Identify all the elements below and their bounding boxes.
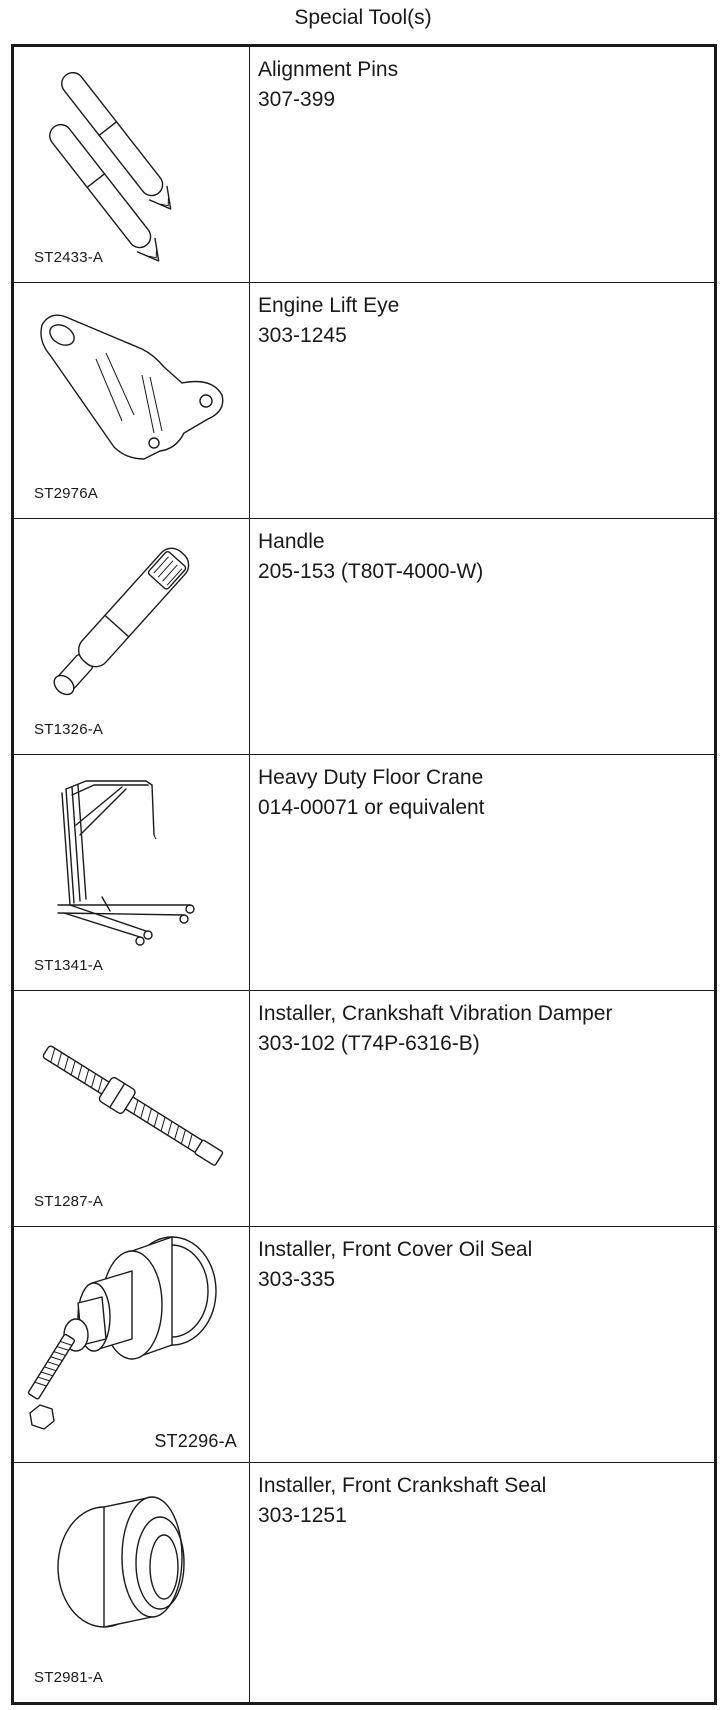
tool-name: Engine Lift Eye bbox=[258, 294, 400, 317]
handle-icon bbox=[14, 519, 250, 755]
tool-row bbox=[14, 1227, 714, 1463]
tool-row bbox=[14, 755, 714, 991]
special-tools-table bbox=[11, 44, 717, 1705]
tool-image-cell bbox=[14, 991, 250, 1226]
tool-number: 303-102 (T74P-6316-B) bbox=[258, 1032, 480, 1055]
image-code: ST2296-A bbox=[154, 1431, 237, 1451]
tool-image-cell bbox=[14, 755, 250, 990]
tool-image-cell bbox=[14, 519, 250, 754]
tool-number: 307-399 bbox=[258, 88, 336, 111]
tool-description bbox=[258, 999, 708, 1059]
tool-number: 303-1245 bbox=[258, 324, 347, 347]
tool-row bbox=[14, 1463, 714, 1702]
floor-crane-icon bbox=[14, 755, 250, 991]
damper-installer-icon bbox=[14, 991, 250, 1227]
tool-number: 303-1251 bbox=[258, 1504, 347, 1527]
tool-image-cell bbox=[14, 283, 250, 518]
image-code: ST2976A bbox=[34, 485, 98, 502]
tool-description bbox=[258, 55, 708, 115]
image-code: ST2981-A bbox=[34, 1669, 104, 1686]
tool-row bbox=[14, 519, 714, 755]
oil-seal-installer-icon bbox=[14, 1227, 250, 1463]
tool-image-cell bbox=[14, 1463, 250, 1702]
crankshaft-seal-installer-icon bbox=[14, 1463, 250, 1702]
tool-description bbox=[258, 763, 708, 823]
tool-name: Installer, Front Crankshaft Seal bbox=[258, 1474, 547, 1497]
tool-number: 205-153 (T80T-4000-W) bbox=[258, 560, 484, 583]
tool-name: Alignment Pins bbox=[258, 58, 399, 81]
tool-image-cell bbox=[14, 1227, 250, 1462]
tool-name: Installer, Crankshaft Vibration Damper bbox=[258, 1002, 613, 1025]
tool-description bbox=[258, 1235, 708, 1295]
image-code: ST1326-A bbox=[34, 721, 104, 738]
tool-description bbox=[258, 291, 708, 351]
page-title: Special Tool(s) bbox=[294, 6, 432, 29]
tool-number: 303-335 bbox=[258, 1268, 336, 1291]
tool-number: 014-00071 or equivalent bbox=[258, 796, 485, 819]
alignment-pins-icon bbox=[14, 47, 250, 283]
image-code: ST2433-A bbox=[34, 249, 104, 266]
tool-row bbox=[14, 47, 714, 283]
tool-name: Heavy Duty Floor Crane bbox=[258, 766, 484, 789]
image-code: ST1341-A bbox=[34, 957, 104, 974]
engine-lift-eye-icon bbox=[14, 283, 250, 519]
tool-description bbox=[258, 527, 708, 587]
tool-row bbox=[14, 991, 714, 1227]
tool-description bbox=[258, 1471, 708, 1531]
tool-image-cell bbox=[14, 47, 250, 282]
tool-name: Installer, Front Cover Oil Seal bbox=[258, 1238, 533, 1261]
tool-name: Handle bbox=[258, 530, 325, 553]
image-code: ST1287-A bbox=[34, 1193, 104, 1210]
tool-row bbox=[14, 283, 714, 519]
